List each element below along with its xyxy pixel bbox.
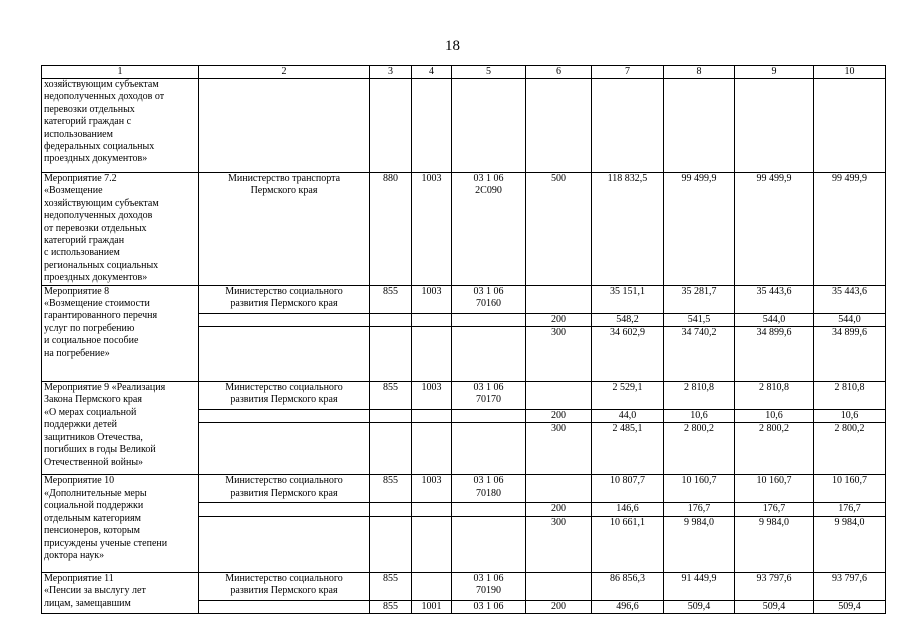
column-header: 10 (814, 66, 886, 79)
cell-c8: 509,4 (664, 600, 735, 613)
cell-c10: 509,4 (814, 600, 886, 613)
cell-c8: 10 160,7 (664, 475, 735, 503)
cell-c5: 03 1 06 70170 (452, 382, 526, 410)
cell-c4: 1003 (412, 382, 452, 410)
cell-c5: 03 1 06 70180 (452, 475, 526, 503)
cell-c6 (526, 475, 592, 503)
cell-c8: 35 281,7 (664, 285, 735, 313)
cell-c3: 855 (370, 382, 412, 410)
cell-c4: 1003 (412, 285, 452, 313)
cell-c3: 855 (370, 572, 412, 600)
ministry-cell: Министерство социального развития Пермского края (199, 572, 370, 600)
ministry-cell (199, 410, 370, 423)
cell-c4 (412, 327, 452, 382)
cell-c10: 176,7 (814, 503, 886, 516)
cell-c5 (452, 79, 526, 173)
cell-c3: 880 (370, 173, 412, 286)
cell-c3 (370, 327, 412, 382)
cell-c6: 200 (526, 410, 592, 423)
cell-c3 (370, 313, 412, 326)
cell-c3 (370, 503, 412, 516)
column-header: 6 (526, 66, 592, 79)
measure-title: Мероприятие 7.2 «Возмещение хозяйствующим субъектам недополученных доходов от перевозки отдельных категорий граждан с использованием региональных социальных проездных документов» (42, 173, 199, 286)
ministry-cell (199, 423, 370, 475)
cell-c8: 176,7 (664, 503, 735, 516)
ministry-cell: Министерство транспорта Пермского края (199, 173, 370, 286)
cell-c5 (452, 503, 526, 516)
cell-c3: 855 (370, 475, 412, 503)
budget-table (41, 65, 886, 614)
cell-c10: 2 800,2 (814, 423, 886, 475)
cell-c5: 03 1 06 70190 (452, 572, 526, 600)
ministry-cell (199, 516, 370, 572)
cell-c4 (412, 572, 452, 600)
cell-c6: 300 (526, 327, 592, 382)
cell-c6 (526, 572, 592, 600)
measure-title: Мероприятие 9 «Реализация Закона Пермского края «О мерах социальной поддержки детей защитников Отечества, погибших в годы Великой Отечественной войны» (42, 382, 199, 475)
table-row (42, 572, 886, 600)
cell-c7: 2 529,1 (592, 382, 664, 410)
cell-c9: 2 800,2 (735, 423, 814, 475)
ministry-cell: Министерство социального развития Пермского края (199, 475, 370, 503)
cell-c6 (526, 285, 592, 313)
page-number: 18 (445, 38, 460, 54)
column-header: 2 (199, 66, 370, 79)
cell-c6: 200 (526, 503, 592, 516)
cell-c10 (814, 79, 886, 173)
column-header: 8 (664, 66, 735, 79)
cell-c3 (370, 79, 412, 173)
ministry-cell (199, 503, 370, 516)
cell-c4 (412, 503, 452, 516)
cell-c7: 2 485,1 (592, 423, 664, 475)
cell-c5 (452, 313, 526, 326)
cell-c9: 10,6 (735, 410, 814, 423)
cell-c4 (412, 516, 452, 572)
cell-c4 (412, 313, 452, 326)
cell-c9: 93 797,6 (735, 572, 814, 600)
cell-c7: 496,6 (592, 600, 664, 613)
cell-c4 (412, 423, 452, 475)
ministry-cell: Министерство социального развития Пермского края (199, 285, 370, 313)
cell-c10: 10 160,7 (814, 475, 886, 503)
cell-c9: 35 443,6 (735, 285, 814, 313)
cell-c9 (735, 79, 814, 173)
cell-c8: 10,6 (664, 410, 735, 423)
ministry-cell (199, 79, 370, 173)
ministry-cell (199, 327, 370, 382)
cell-c7: 10 807,7 (592, 475, 664, 503)
cell-c5: 03 1 06 70160 (452, 285, 526, 313)
cell-c8: 2 810,8 (664, 382, 735, 410)
cell-c6: 200 (526, 313, 592, 326)
cell-c10: 34 899,6 (814, 327, 886, 382)
cell-c6: 200 (526, 600, 592, 613)
cell-c7: 35 151,1 (592, 285, 664, 313)
cell-c5 (452, 423, 526, 475)
column-header: 7 (592, 66, 664, 79)
measure-title: Мероприятие 11 «Пенсии за выслугу лет лицам, замещавшим (42, 572, 199, 613)
column-header: 9 (735, 66, 814, 79)
cell-c7: 118 832,5 (592, 173, 664, 286)
cell-c10: 93 797,6 (814, 572, 886, 600)
cell-c9: 99 499,9 (735, 173, 814, 286)
cell-c5 (452, 516, 526, 572)
cell-c9: 544,0 (735, 313, 814, 326)
cell-c10: 544,0 (814, 313, 886, 326)
cell-c4: 1003 (412, 173, 452, 286)
cell-c9: 34 899,6 (735, 327, 814, 382)
cell-c8: 2 800,2 (664, 423, 735, 475)
cell-c4: 1001 (412, 600, 452, 613)
cell-c5: 03 1 06 (452, 600, 526, 613)
cell-c10: 2 810,8 (814, 382, 886, 410)
cell-c6 (526, 382, 592, 410)
header-row (42, 66, 886, 79)
cell-c8: 34 740,2 (664, 327, 735, 382)
table-row (42, 382, 886, 410)
cell-c3 (370, 410, 412, 423)
table-row (42, 285, 886, 313)
cell-c9: 509,4 (735, 600, 814, 613)
cell-c7: 146,6 (592, 503, 664, 516)
cell-c8: 99 499,9 (664, 173, 735, 286)
cell-c8 (664, 79, 735, 173)
cell-c7: 548,2 (592, 313, 664, 326)
table-row (42, 475, 886, 503)
cell-c3: 855 (370, 600, 412, 613)
column-header: 1 (42, 66, 199, 79)
cell-c7 (592, 79, 664, 173)
cell-c5 (452, 410, 526, 423)
cell-c8: 541,5 (664, 313, 735, 326)
cell-c3: 855 (370, 285, 412, 313)
cell-c6 (526, 79, 592, 173)
cell-c9: 9 984,0 (735, 516, 814, 572)
cell-c10: 9 984,0 (814, 516, 886, 572)
cell-c7: 34 602,9 (592, 327, 664, 382)
cell-c9: 10 160,7 (735, 475, 814, 503)
ministry-cell: Министерство социального развития Пермского края (199, 382, 370, 410)
column-header: 4 (412, 66, 452, 79)
cell-c3 (370, 423, 412, 475)
cell-c7: 44,0 (592, 410, 664, 423)
ministry-cell (199, 600, 370, 613)
cell-c8: 91 449,9 (664, 572, 735, 600)
table-row (42, 173, 886, 286)
measure-title: Мероприятие 10 «Дополнительные меры социальной поддержки отдельным категориям пенсионеров, которым присуждены ученые степени доктора наук» (42, 475, 199, 572)
cell-c6: 300 (526, 423, 592, 475)
table-row (42, 79, 886, 173)
ministry-cell (199, 313, 370, 326)
measure-title: Мероприятие 8 «Возмещение стоимости гарантированного перечня услуг по погребению и социальное пособие на погребение» (42, 285, 199, 381)
column-header: 5 (452, 66, 526, 79)
cell-c9: 176,7 (735, 503, 814, 516)
cell-c6: 300 (526, 516, 592, 572)
cell-c4 (412, 410, 452, 423)
cell-c10: 10,6 (814, 410, 886, 423)
cell-c8: 9 984,0 (664, 516, 735, 572)
cell-c10: 99 499,9 (814, 173, 886, 286)
cell-c4 (412, 79, 452, 173)
cell-c10: 35 443,6 (814, 285, 886, 313)
cell-c5 (452, 327, 526, 382)
measure-title: хозяйствующим субъектам недополученных доходов от перевозки отдельных категорий граждан с использованием федеральных социальных проездных документов» (42, 79, 199, 173)
cell-c7: 86 856,3 (592, 572, 664, 600)
cell-c9: 2 810,8 (735, 382, 814, 410)
cell-c3 (370, 516, 412, 572)
cell-c7: 10 661,1 (592, 516, 664, 572)
cell-c4: 1003 (412, 475, 452, 503)
column-header: 3 (370, 66, 412, 79)
cell-c5: 03 1 06 2С090 (452, 173, 526, 286)
cell-c6: 500 (526, 173, 592, 286)
